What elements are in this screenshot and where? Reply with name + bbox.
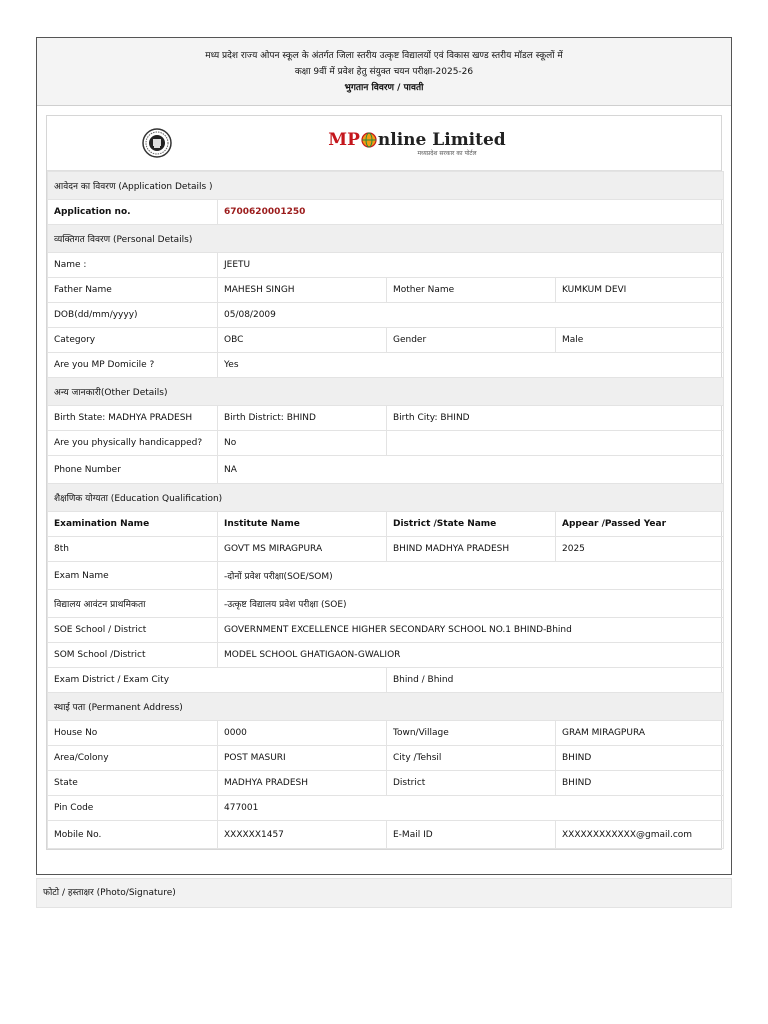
table-row: Are you physically handicapped? No [48, 431, 724, 456]
table-row: DOB(dd/mm/yyyy) 05/08/2009 [48, 303, 724, 328]
application-number: 6700620001250 [218, 200, 724, 225]
details-panel [46, 115, 722, 850]
header-line-2: कक्षा 9वीं में प्रवेश हेतु संयुक्त चयन परीक्षा-2025-26 [294, 67, 474, 77]
table-row: Application no. 6700620001250 [48, 200, 724, 225]
section-personal: व्यक्तिगत विवरण (Personal Details) [48, 225, 724, 253]
table-row: Name : JEETU [48, 253, 724, 278]
table-row: Pin Code 477001 [48, 796, 724, 821]
emblem-container [47, 116, 267, 170]
photo-signature-section: फोटो / हस्ताक्षर (Photo/Signature) [36, 878, 732, 908]
table-row: Father Name MAHESH SINGH Mother Name KUMKUM DEVI [48, 278, 724, 303]
document-header [37, 38, 731, 106]
section-other: अन्य जानकारी(Other Details) [48, 378, 724, 406]
brand-mp: MP [328, 129, 360, 150]
table-row: Category OBC Gender Male [48, 328, 724, 353]
table-row: विद्यालय आवंटन प्राथमिकता -उत्कृष्ट विद्यालय प्रवेश परीक्षा (SOE) [48, 590, 724, 618]
table-row: SOE School / District GOVERNMENT EXCELLENCE HIGHER SECONDARY SCHOOL NO.1 BHIND-Bhind [48, 618, 724, 643]
table-row: 8th GOVT MS MIRAGPURA BHIND MADHYA PRADESH 2025 [48, 537, 724, 562]
table-row: Exam Name -दोनों प्रवेश परीक्षा(SOE/SOM) [48, 562, 724, 590]
section-address: स्थाई पता (Permanent Address) [48, 693, 724, 721]
table-row: SOM School /District MODEL SCHOOL GHATIGAON-GWALIOR [48, 643, 724, 668]
brand-tagline: मध्यप्रदेश सरकार का पोर्टल [417, 149, 477, 157]
section-education: शैक्षणिक योग्यता (Education Qualification) [48, 484, 724, 512]
section-application: आवेदन का विवरण (Application Details ) [48, 172, 724, 200]
header-line-3: भुगतान विवरण / पावती [344, 83, 424, 93]
table-row: Birth State: MADHYA PRADESH Birth District: BHIND Birth City: BHIND [48, 406, 724, 431]
logo-bar [47, 116, 721, 171]
mponline-logo [267, 116, 567, 170]
header-line-1: मध्य प्रदेश राज्य ओपन स्कूल के अंतर्गत जिला स्तरीय उत्कृष्ट विद्यालयों एवं विकास खण्ड स्तरीय मॉडल स्कूलों में [205, 51, 563, 61]
table-row: State MADHYA PRADESH District BHIND [48, 771, 724, 796]
table-row: Are you MP Domicile ? Yes [48, 353, 724, 378]
table-row: Area/Colony POST MASURI City /Tehsil BHIND [48, 746, 724, 771]
globe-icon [361, 132, 377, 148]
education-header-row: Examination Name Institute Name District /State Name Appear /Passed Year [48, 512, 724, 537]
table-row: Mobile No. XXXXXX1457 E-Mail ID XXXXXXXXXXXX@gmail.com [48, 821, 724, 849]
brand-rest: nline Limited [377, 129, 506, 150]
table-row: Phone Number NA [48, 456, 724, 484]
mponline-wordmark [328, 130, 505, 150]
details-table [47, 171, 724, 849]
table-row: Exam District / Exam City Bhind / Bhind [48, 668, 724, 693]
state-emblem-icon [142, 128, 172, 158]
receipt-page [36, 37, 732, 875]
table-row: House No 0000 Town/Village GRAM MIRAGPURA [48, 721, 724, 746]
